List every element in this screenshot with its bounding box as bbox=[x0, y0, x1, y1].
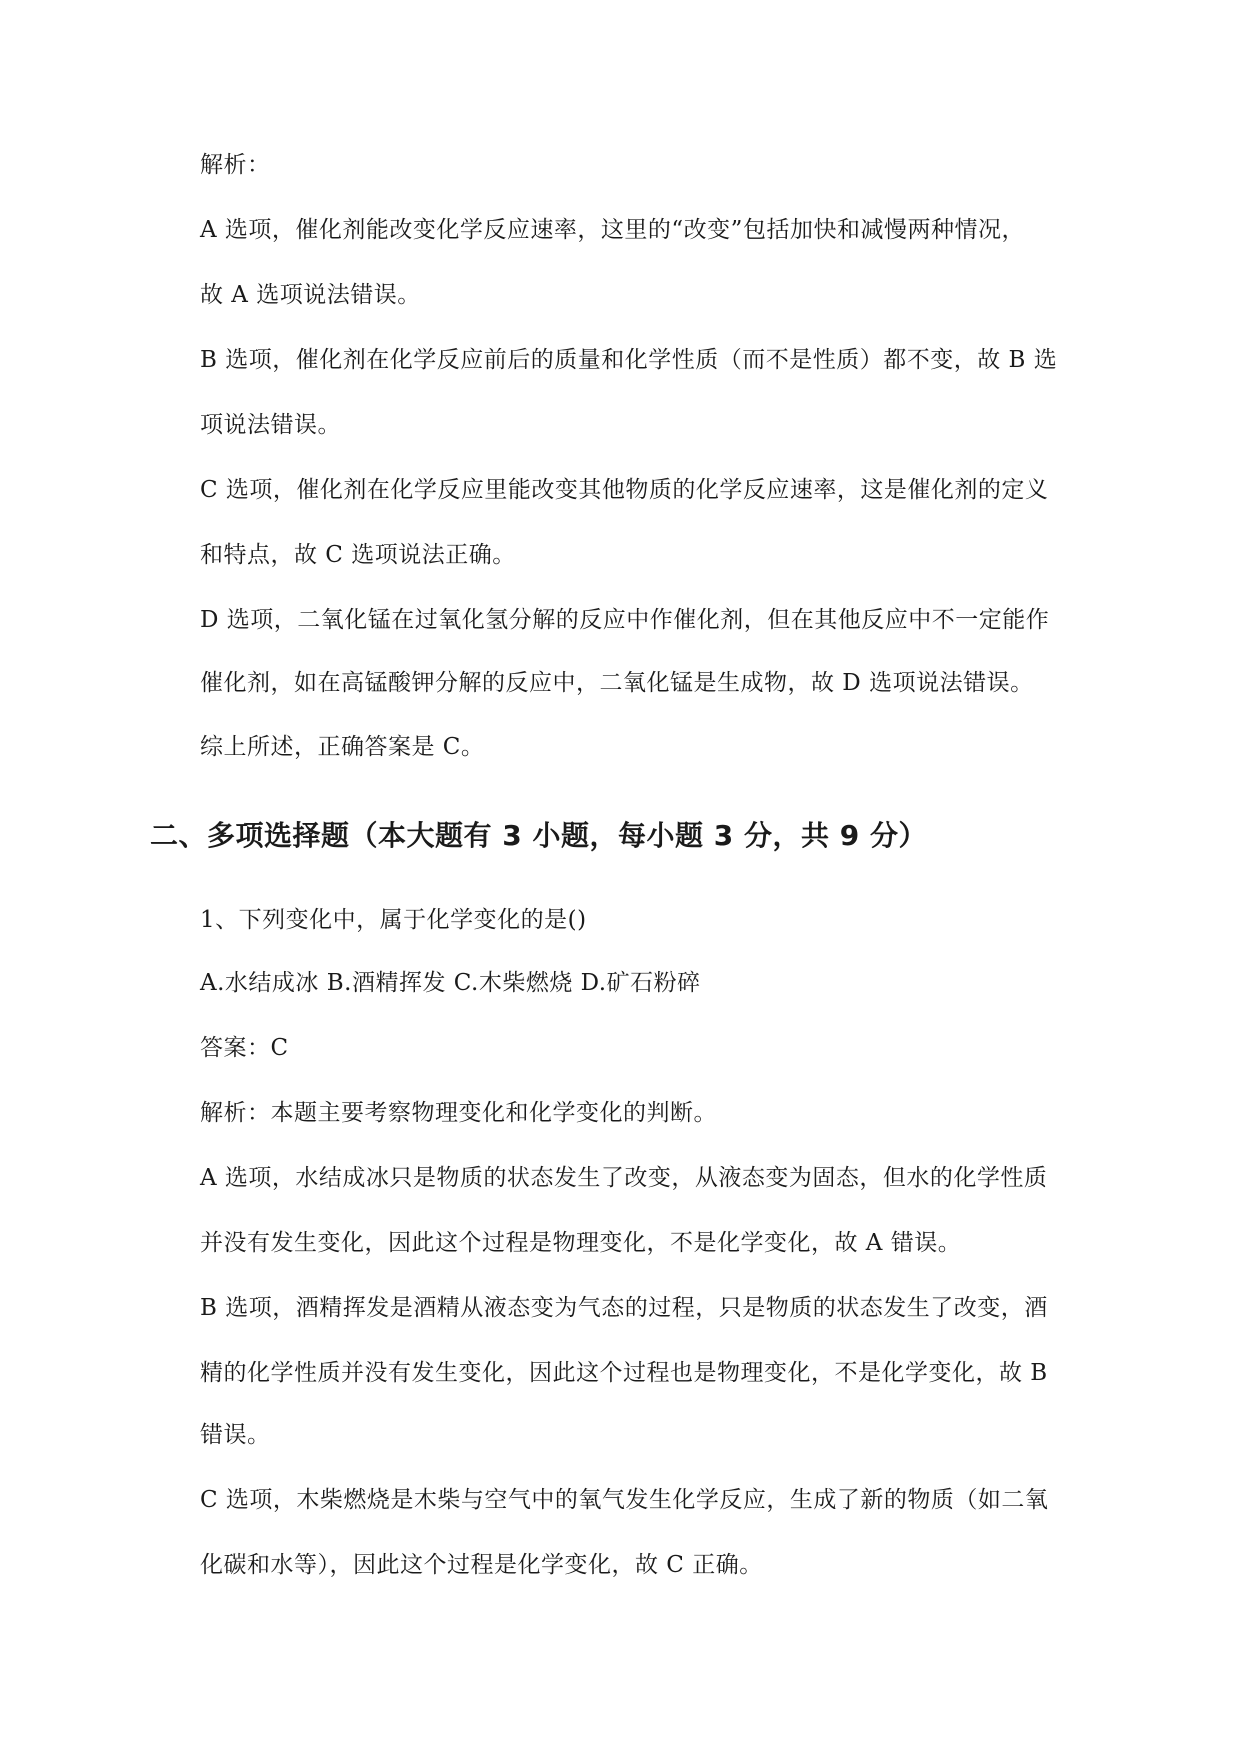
question-options: A.水结成冰 B.酒精挥发 C.木柴燃烧 D.矿石粉碎 bbox=[200, 970, 701, 996]
question-analysis-c-line-2: 化碳和水等），因此这个过程是化学变化，故 C 正确。 bbox=[200, 1552, 763, 1578]
analysis-label: 解析： bbox=[200, 152, 271, 178]
question-analysis-intro: 解析：本题主要考察物理变化和化学变化的判断。 bbox=[200, 1100, 717, 1126]
question-answer: 答案：C bbox=[200, 1035, 289, 1061]
question-stem: 1、下列变化中，属于化学变化的是() bbox=[200, 907, 587, 933]
question-analysis-b-line-3: 错误。 bbox=[200, 1422, 271, 1448]
analysis-summary: 综上所述，正确答案是 C。 bbox=[200, 734, 485, 760]
analysis-b-line-1: B 选项，催化剂在化学反应前后的质量和化学性质（而不是性质）都不变，故 B 选 bbox=[200, 347, 1058, 373]
analysis-d-line-2: 催化剂，如在高锰酸钾分解的反应中，二氧化锰是生成物，故 D 选项说法错误。 bbox=[200, 670, 1034, 696]
question-analysis-a-line-2: 并没有发生变化，因此这个过程是物理变化，不是化学变化，故 A 错误。 bbox=[200, 1230, 962, 1256]
question-analysis-b-line-1: B 选项，酒精挥发是酒精从液态变为气态的过程，只是物质的状态发生了改变，酒 bbox=[200, 1295, 1048, 1321]
analysis-c-line-1: C 选项，催化剂在化学反应里能改变其他物质的化学反应速率，这是催化剂的定义 bbox=[200, 477, 1049, 503]
question-analysis-c-line-1: C 选项，木柴燃烧是木柴与空气中的氧气发生化学反应，生成了新的物质（如二氧 bbox=[200, 1487, 1049, 1513]
analysis-a-line-2: 故 A 选项说法错误。 bbox=[200, 282, 421, 308]
analysis-c-line-2: 和特点，故 C 选项说法正确。 bbox=[200, 542, 516, 568]
analysis-d-line-1: D 选项，二氧化锰在过氧化氢分解的反应中作催化剂，但在其他反应中不一定能作 bbox=[200, 607, 1050, 633]
analysis-b-line-2: 项说法错误。 bbox=[200, 412, 341, 438]
question-analysis-a-line-1: A 选项，水结成冰只是物质的状态发生了改变，从液态变为固态，但水的化学性质 bbox=[200, 1165, 1048, 1191]
section-heading: 二、多项选择题（本大题有 3 小题，每小题 3 分，共 9 分） bbox=[150, 819, 927, 852]
question-analysis-b-line-2: 精的化学性质并没有发生变化，因此这个过程也是物理变化，不是化学变化，故 B bbox=[200, 1360, 1048, 1386]
analysis-a-line-1: A 选项，催化剂能改变化学反应速率，这里的“改变”包括加快和减慢两种情况， bbox=[200, 217, 1025, 243]
